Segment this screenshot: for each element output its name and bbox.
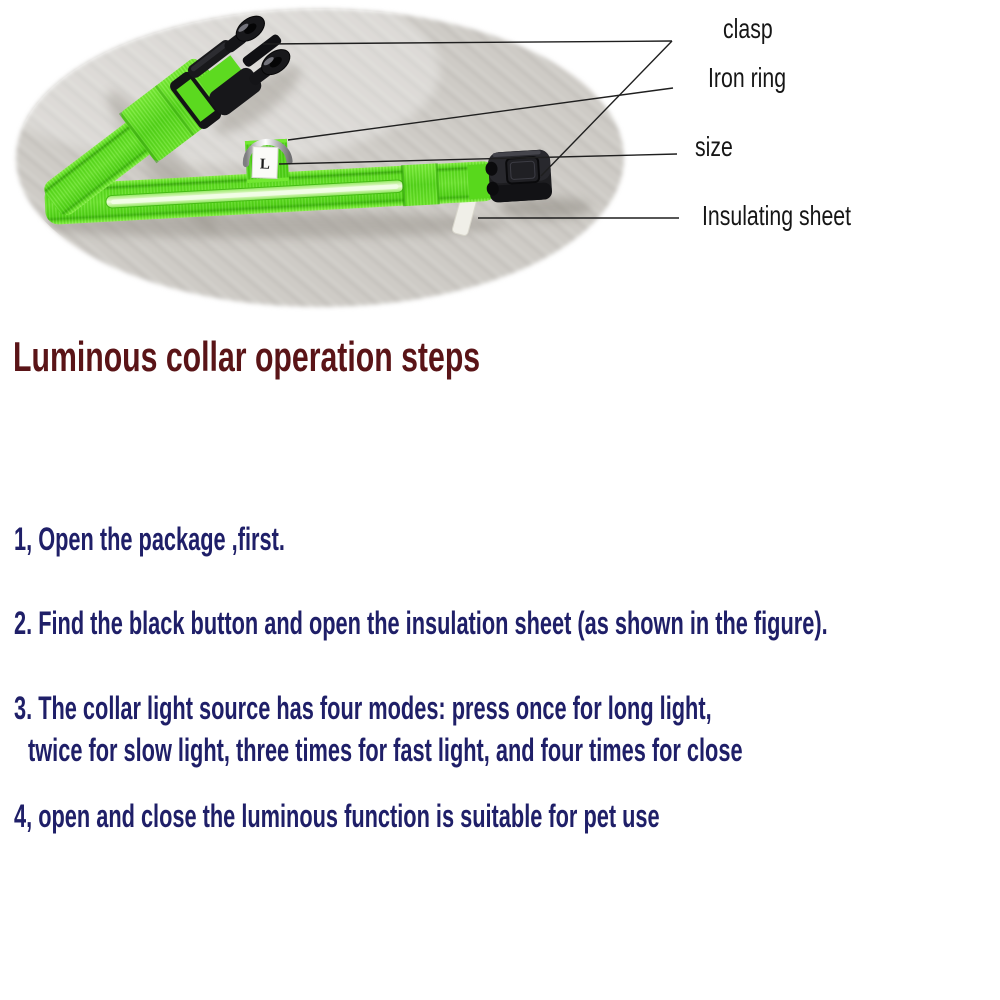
page-title: Luminous collar operation steps bbox=[13, 333, 481, 380]
step-3-line-1: 3. The collar light source has four modes: press once for long light, bbox=[14, 690, 712, 726]
callout-label-insulating-sheet: Insulating sheet bbox=[702, 200, 852, 232]
callout-label-size: size bbox=[695, 131, 733, 163]
step-2: 2. Find the black button and open the insulation sheet (as shown in the figure). bbox=[14, 605, 828, 641]
size-tag-letter: L bbox=[259, 156, 271, 173]
callout-label-clasp: clasp bbox=[723, 13, 773, 45]
step-4: 4, open and close the luminous function is suitable for pet use bbox=[14, 798, 660, 834]
collar-photo-illustration bbox=[0, 0, 1000, 330]
step-1: 1, Open the package ,first. bbox=[14, 521, 285, 557]
size-tag bbox=[252, 147, 278, 179]
product-figure bbox=[0, 0, 1000, 330]
callout-label-iron-ring: Iron ring bbox=[708, 62, 787, 94]
step-3-line-2: twice for slow light, three times for fast light, and four times for close bbox=[28, 732, 743, 768]
